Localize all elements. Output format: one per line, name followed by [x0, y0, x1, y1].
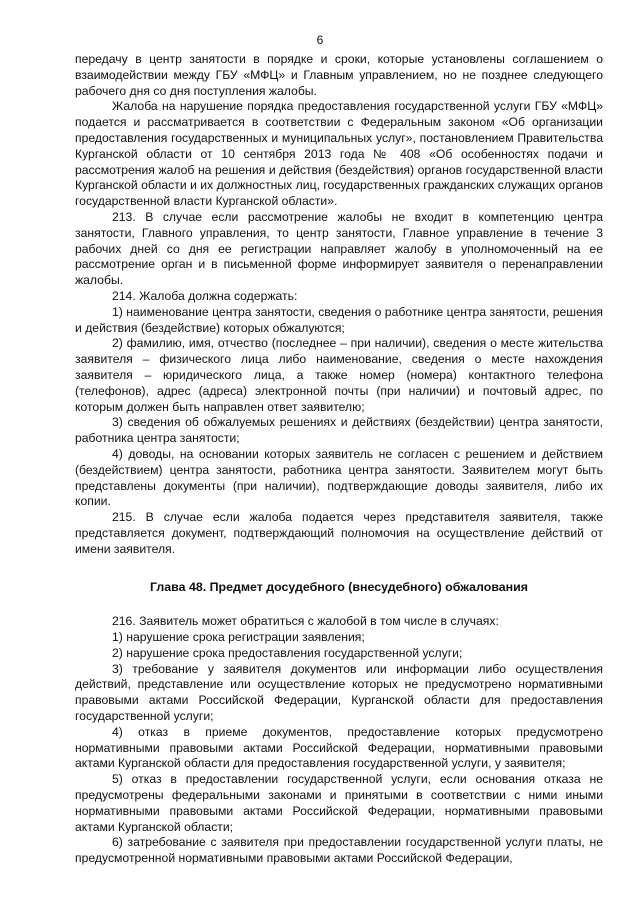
paragraph: передачу в центр занятости в порядке и сроки, которые установлены соглашением о взаимодействии между ГБУ «МФЦ» и Главным управлением, но не позднее следующего рабочего дня со дня поступления жалобы. — [75, 52, 603, 98]
paragraph: 1) наименование центра занятости, сведения о работнике центра занятости, решения и действия (бездействие) которых обжалуются; — [75, 304, 603, 335]
paragraph: 5) отказ в предоставлении государственной услуги, если основания отказа не предусмотрены федеральными законами и принятыми в соответствии с ними иными нормативными правовыми актами Российской Федерации, нормативными правовыми актами Курганской области; — [75, 772, 603, 834]
paragraph: 2) фамилию, имя, отчество (последнее – при наличии), сведения о месте жительства заявителя – физического лица либо наименование, сведения о месте нахождения заявителя – юридического лица, а также номер (номера) контактного телефона (телефонов), адрес (адреса) электронной почты (при наличии) и почтовый адрес, по которым должен быть направлен ответ заявителю; — [75, 336, 603, 414]
paragraph: 213. В случае если рассмотрение жалобы не входит в компетенцию центра занятости, Главного управления, то центр занятости, Главное управление в течение 3 рабочих дней со дня ее регистрации направляет жалобу в уполномоченный на ее рассмотрение орган и в письменной форме информирует заявителя о перенаправлении жалобы. — [75, 209, 603, 288]
paragraph: 6) затребование с заявителя при предоставлении государственной услуги платы, не предусмотренной нормативными правовыми актами Российской Федерации, — [75, 835, 603, 866]
document-body — [75, 52, 603, 867]
page-number: 6 — [316, 33, 324, 47]
paragraph: 214. Жалоба должна содержать: — [112, 288, 298, 303]
paragraphs-before-heading — [75, 52, 603, 558]
paragraph: 3) требование у заявителя документов или информации либо осуществления действий, представление или осуществление которых не предусмотрено нормативными правовыми актами Российской Федерации, Курганской области для предоставления государственной услуги; — [75, 661, 603, 724]
paragraph: 215. В случае если жалоба подается через представителя заявителя, также представляется документ, подтверждающий полномочия на осуществление действий от имени заявителя. — [75, 510, 603, 556]
paragraph: 2) нарушение срока предоставления государственной услуги; — [112, 645, 463, 660]
paragraph: 3) сведения об обжалуемых решениях и действиях (бездействии) центра занятости, работника центра занятости; — [75, 415, 603, 446]
paragraphs-after-heading — [75, 614, 603, 867]
paragraph: 4) доводы, на основании которых заявитель не согласен с решением и действием (бездействием) центра занятости, работника центра занятости. Заявителем могут быть представлены документы (при наличии), подтверждающие доводы заявителя, либо их копии. — [75, 446, 603, 509]
paragraph: 216. Заявитель может обратиться с жалобой в том числе в случаях: — [112, 614, 499, 629]
paragraph: 4) отказ в приеме документов, предоставление которых предусмотрено нормативными правовыми актами Российской Федерации, нормативными правовыми актами Курганской области для предоставления государственной услуги, у заявителя; — [75, 724, 603, 771]
chapter-heading: Глава 48. Предмет досудебного (внесудебного) обжалования — [149, 579, 528, 594]
paragraph: 1) нарушение срока регистрации заявления; — [112, 630, 365, 645]
paragraph: Жалоба на нарушение порядка предоставления государственной услуги ГБУ «МФЦ» подается и рассматривается в соответствии с Федеральным законом «Об организации предоставления государственных и муниципальных услуг», постановлением Правительства Курганской области от 10 сентября 2013 года № 408 «Об особенностях подачи и рассмотрения жалоб на решения и действия (бездействия) органов государственной власти Курганской области и их должностных лиц, государственных гражданских служащих органов государственной власти Курганской области». — [75, 99, 603, 209]
